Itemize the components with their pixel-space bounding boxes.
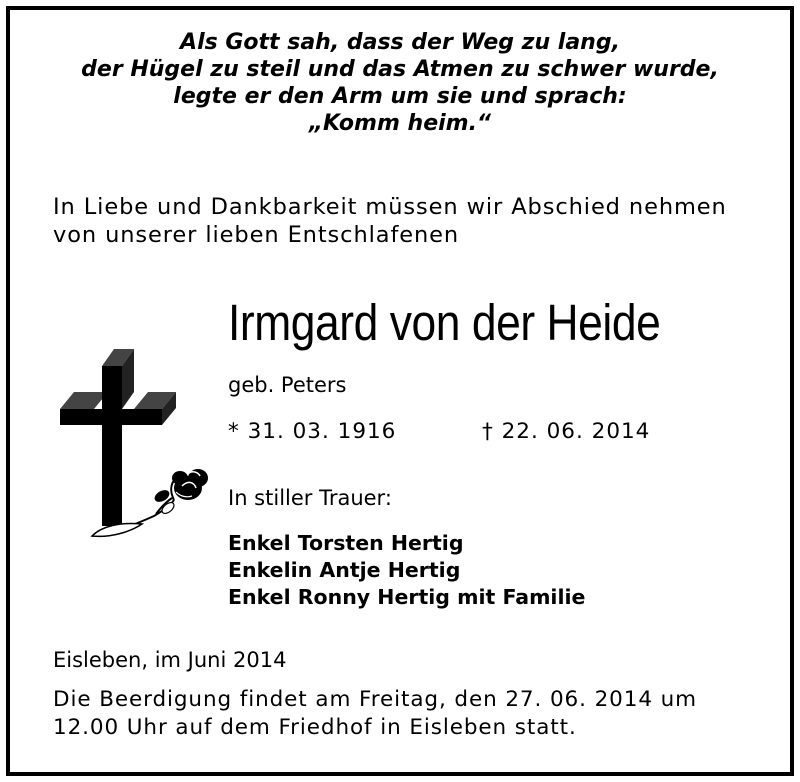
poem-verse bbox=[0, 29, 800, 137]
intro-text bbox=[53, 193, 753, 249]
poem-line: „Komm heim.“ bbox=[308, 111, 492, 136]
poem-line: Als Gott sah, dass der Weg zu lang, bbox=[180, 30, 620, 55]
place-date: Eisleben, im Juni 2014 bbox=[53, 648, 287, 672]
mourning-heading: In stiller Trauer: bbox=[228, 486, 392, 510]
intro-line: In Liebe und Dankbarkeit müssen wir Abschied nehmen bbox=[53, 194, 727, 220]
mourner-name: Enkelin Antje Hertig bbox=[228, 558, 461, 582]
intro-line: von unserer lieben Entschlafenen bbox=[53, 222, 460, 248]
deceased-name: Irmgard von der Heide bbox=[228, 294, 661, 351]
funeral-line: 12.00 Uhr auf dem Friedhof in Eisleben statt. bbox=[53, 715, 577, 740]
cross-with-rose bbox=[58, 346, 210, 546]
death-date: † 22. 06. 2014 bbox=[482, 419, 651, 444]
poem-line: legte er den Arm um sie und sprach: bbox=[173, 84, 627, 109]
funeral-line: Die Beerdigung findet am Freitag, den 27. 06. 2014 um bbox=[53, 687, 698, 712]
funeral-info bbox=[53, 686, 697, 742]
mourner-list bbox=[228, 530, 585, 611]
mourner-name: Enkel Ronny Hertig mit Familie bbox=[228, 585, 586, 609]
maiden-name: geb. Peters bbox=[228, 373, 347, 397]
mourner-name: Enkel Torsten Hertig bbox=[228, 531, 464, 555]
poem-line: der Hügel zu steil und das Atmen zu schwer wurde, bbox=[81, 57, 719, 82]
birth-date: * 31. 03. 1916 bbox=[228, 419, 397, 444]
